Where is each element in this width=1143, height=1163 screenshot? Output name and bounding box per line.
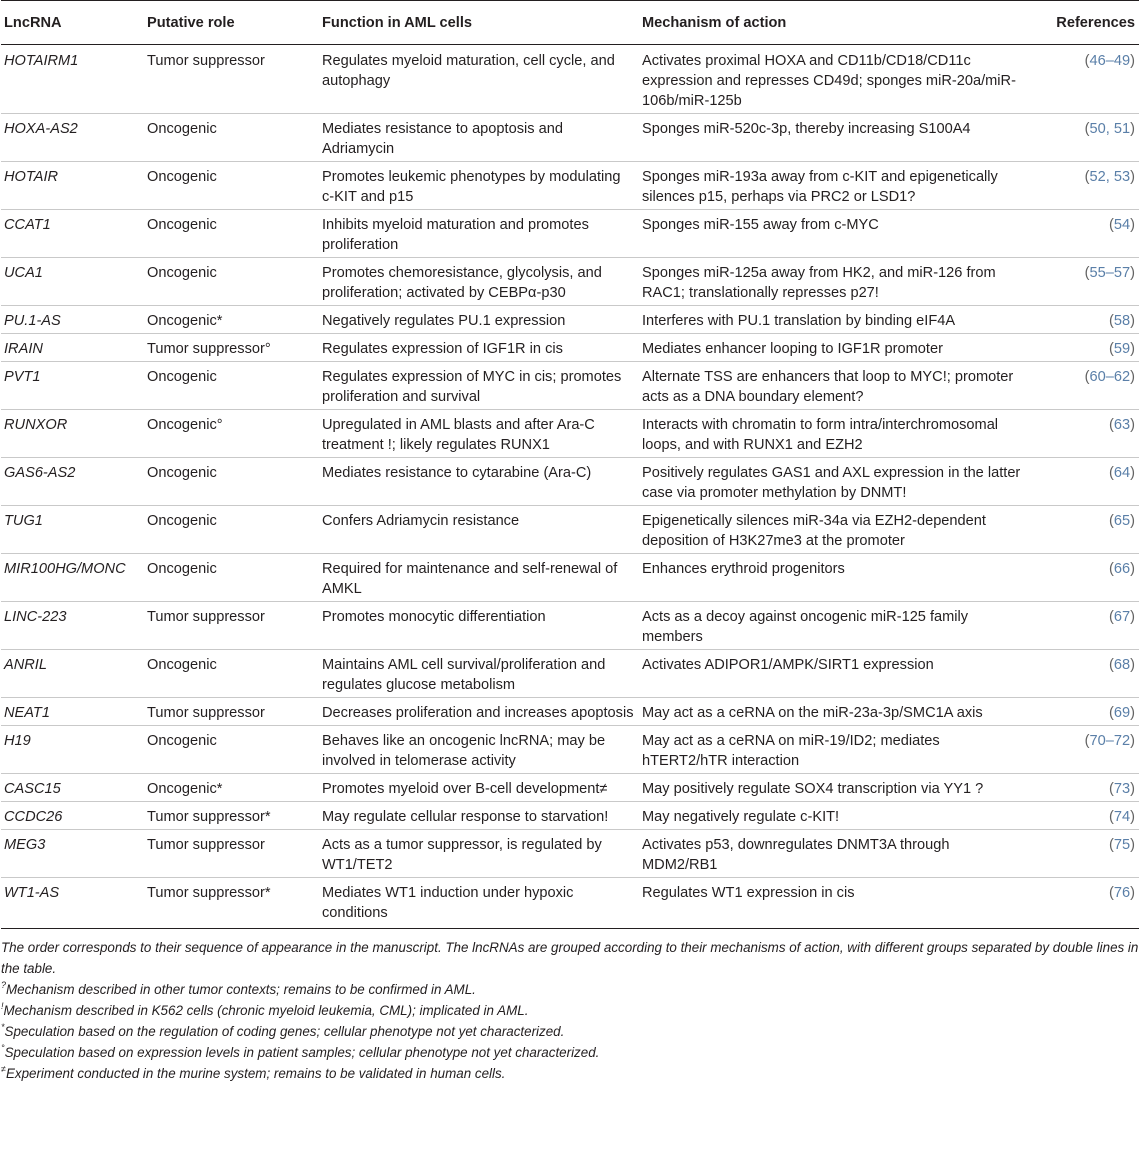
cell-lncrna: HOXA-AS2 [1, 114, 144, 162]
cell-lncrna: LINC-223 [1, 602, 144, 650]
cell-mechanism: Activates p53, downregulates DNMT3A through MDM2/RB1 [639, 830, 1024, 878]
table-row [1, 650, 1139, 698]
cell-mechanism: Mediates enhancer looping to IGF1R promoter [639, 334, 1024, 362]
cell-mechanism: May act as a ceRNA on miR-19/ID2; mediates hTERT2/hTR interaction [639, 726, 1024, 774]
cell-function: Acts as a tumor suppressor, is regulated by WT1/TET2 [319, 830, 639, 878]
cell-references: (76) [1024, 878, 1139, 929]
footnote-text: Speculation based on the regulation of coding genes; cellular phenotype not yet characterized. [4, 1024, 565, 1039]
cell-references: (66) [1024, 554, 1139, 602]
cell-lncrna: HOTAIRM1 [1, 45, 144, 114]
cell-putative-role: Oncogenic [144, 554, 319, 602]
footnote-text: Experiment conducted in the murine system; remains to be validated in human cells. [5, 1066, 506, 1081]
header-mechanism: Mechanism of action [639, 1, 1024, 45]
cell-references: (64) [1024, 458, 1139, 506]
cell-function: Behaves like an oncogenic lncRNA; may be involved in telomerase activity [319, 726, 639, 774]
footnote-mark: ≠ [1, 1064, 6, 1074]
cell-references: (52, 53) [1024, 162, 1139, 210]
cell-mechanism: May positively regulate SOX4 transcription via YY1 ? [639, 774, 1024, 802]
cell-lncrna: MIR100HG/MONC [1, 554, 144, 602]
cell-function: Promotes leukemic phenotypes by modulating c-KIT and p15 [319, 162, 639, 210]
reference-link[interactable]: 68 [1113, 657, 1131, 673]
table-row [1, 162, 1139, 210]
table-row [1, 334, 1139, 362]
cell-mechanism: Enhances erythroid progenitors [639, 554, 1024, 602]
reference-link[interactable]: 64 [1113, 465, 1131, 481]
footnote-item [1, 979, 1143, 1000]
cell-function: Promotes chemoresistance, glycolysis, and proliferation; activated by CEBPα-p30 [319, 258, 639, 306]
header-function: Function in AML cells [319, 1, 639, 45]
reference-link[interactable]: 54 [1113, 217, 1131, 233]
footnote-mark: ° [1, 1043, 5, 1053]
cell-mechanism: Alternate TSS are enhancers that loop to MYC!; promoter acts as a DNA boundary element? [639, 362, 1024, 410]
cell-function: Negatively regulates PU.1 expression [319, 306, 639, 334]
cell-lncrna: NEAT1 [1, 698, 144, 726]
cell-lncrna: RUNXOR [1, 410, 144, 458]
reference-link[interactable]: 67 [1113, 609, 1131, 625]
cell-lncrna: CASC15 [1, 774, 144, 802]
footnote-item [1, 1000, 1143, 1021]
table-row [1, 698, 1139, 726]
cell-references: (60–62) [1024, 362, 1139, 410]
table-row [1, 802, 1139, 830]
reference-link[interactable]: 52, 53 [1089, 169, 1131, 185]
cell-putative-role: Oncogenic [144, 210, 319, 258]
footnote-mark: ! [1, 1001, 4, 1011]
footnote-mark: ? [1, 980, 7, 990]
cell-function: Decreases proliferation and increases apoptosis [319, 698, 639, 726]
cell-function: Confers Adriamycin resistance [319, 506, 639, 554]
footnote-item [1, 1063, 1143, 1084]
header-references: References [1024, 1, 1139, 45]
cell-putative-role: Tumor suppressor [144, 830, 319, 878]
cell-lncrna: HOTAIR [1, 162, 144, 210]
reference-link[interactable]: 69 [1113, 705, 1131, 721]
cell-putative-role: Oncogenic [144, 258, 319, 306]
cell-function: Inhibits myeloid maturation and promotes proliferation [319, 210, 639, 258]
table-row [1, 506, 1139, 554]
cell-function: Regulates expression of MYC in cis; promotes proliferation and survival [319, 362, 639, 410]
table-row [1, 554, 1139, 602]
reference-link[interactable]: 75 [1113, 837, 1131, 853]
header-putative-role: Putative role [144, 1, 319, 45]
cell-mechanism: Sponges miR-125a away from HK2, and miR-126 from RAC1; translationally represses p27! [639, 258, 1024, 306]
cell-references: (70–72) [1024, 726, 1139, 774]
cell-putative-role: Oncogenic [144, 458, 319, 506]
reference-link[interactable]: 60–62 [1089, 369, 1131, 385]
cell-putative-role: Oncogenic* [144, 306, 319, 334]
cell-function: Mediates resistance to cytarabine (Ara-C) [319, 458, 639, 506]
table-row [1, 458, 1139, 506]
footnote-text: Speculation based on expression levels in patient samples; cellular phenotype not yet characterized. [4, 1045, 600, 1060]
table-row [1, 306, 1139, 334]
cell-references: (74) [1024, 802, 1139, 830]
cell-references: (59) [1024, 334, 1139, 362]
cell-putative-role: Oncogenic° [144, 410, 319, 458]
cell-lncrna: PVT1 [1, 362, 144, 410]
reference-link[interactable]: 50, 51 [1089, 121, 1131, 137]
reference-link[interactable]: 46–49 [1089, 53, 1131, 69]
table-row [1, 114, 1139, 162]
cell-references: (50, 51) [1024, 114, 1139, 162]
reference-link[interactable]: 59 [1113, 341, 1131, 357]
cell-putative-role: Tumor suppressor [144, 602, 319, 650]
cell-putative-role: Oncogenic [144, 362, 319, 410]
cell-references: (54) [1024, 210, 1139, 258]
cell-lncrna: H19 [1, 726, 144, 774]
table-row [1, 774, 1139, 802]
cell-mechanism: Regulates WT1 expression in cis [639, 878, 1024, 929]
footnote-item [1, 1042, 1143, 1063]
table-row [1, 45, 1139, 114]
cell-putative-role: Tumor suppressor* [144, 878, 319, 929]
cell-putative-role: Oncogenic [144, 114, 319, 162]
lncrna-table [1, 0, 1139, 929]
footnote-item [1, 1021, 1143, 1042]
cell-function: Regulates myeloid maturation, cell cycle, and autophagy [319, 45, 639, 114]
footnote-text: Mechanism described in other tumor contexts; remains to be confirmed in AML. [6, 982, 476, 997]
cell-function: Mediates WT1 induction under hypoxic conditions [319, 878, 639, 929]
cell-lncrna: TUG1 [1, 506, 144, 554]
reference-link[interactable]: 65 [1113, 513, 1131, 529]
cell-function: Regulates expression of IGF1R in cis [319, 334, 639, 362]
footnote-intro: The order corresponds to their sequence of appearance in the manuscript. The lncRNAs are grouped according to their mechanisms of action, with different groups separated by double lines in the table. [1, 940, 1139, 976]
table-row [1, 830, 1139, 878]
cell-mechanism: Sponges miR-155 away from c-MYC [639, 210, 1024, 258]
cell-mechanism: Interferes with PU.1 translation by binding eIF4A [639, 306, 1024, 334]
reference-link[interactable]: 70–72 [1089, 733, 1131, 749]
cell-putative-role: Tumor suppressor° [144, 334, 319, 362]
cell-mechanism: Activates proximal HOXA and CD11b/CD18/CD11c expression and represses CD49d; sponges miR-20a/miR-106b/miR-125b [639, 45, 1024, 114]
reference-link[interactable]: 76 [1113, 885, 1131, 901]
header-row [1, 1, 1139, 45]
cell-references: (63) [1024, 410, 1139, 458]
table-row [1, 602, 1139, 650]
cell-putative-role: Oncogenic [144, 506, 319, 554]
cell-lncrna: IRAIN [1, 334, 144, 362]
reference-link[interactable]: 63 [1113, 417, 1131, 433]
cell-mechanism: Positively regulates GAS1 and AXL expression in the latter case via promoter methylation by DNMT! [639, 458, 1024, 506]
cell-function: Promotes monocytic differentiation [319, 602, 639, 650]
cell-function: Upregulated in AML blasts and after Ara-C treatment !; likely regulates RUNX1 [319, 410, 639, 458]
table-row [1, 362, 1139, 410]
footnote-text: Mechanism described in K562 cells (chronic myeloid leukemia, CML); implicated in AML. [3, 1003, 529, 1018]
cell-putative-role: Tumor suppressor [144, 698, 319, 726]
cell-putative-role: Oncogenic* [144, 774, 319, 802]
cell-mechanism: Sponges miR-520c-3p, thereby increasing S100A4 [639, 114, 1024, 162]
footnote-list [1, 979, 1143, 1084]
cell-mechanism: Acts as a decoy against oncogenic miR-125 family members [639, 602, 1024, 650]
header-lncrna: LncRNA [1, 1, 144, 45]
cell-function: Maintains AML cell survival/proliferation and regulates glucose metabolism [319, 650, 639, 698]
table-row [1, 258, 1139, 306]
reference-link[interactable]: 74 [1113, 809, 1131, 825]
cell-mechanism: Interacts with chromatin to form intra/interchromosomal loops, and with RUNX1 and EZH2 [639, 410, 1024, 458]
cell-function: Promotes myeloid over B-cell development≠ [319, 774, 639, 802]
cell-references: (58) [1024, 306, 1139, 334]
table-row [1, 878, 1139, 929]
cell-putative-role: Tumor suppressor* [144, 802, 319, 830]
cell-references: (75) [1024, 830, 1139, 878]
cell-function: Required for maintenance and self-renewal of AMKL [319, 554, 639, 602]
table-row [1, 726, 1139, 774]
cell-references: (46–49) [1024, 45, 1139, 114]
cell-putative-role: Oncogenic [144, 726, 319, 774]
table-row [1, 210, 1139, 258]
cell-lncrna: CCDC26 [1, 802, 144, 830]
table-row [1, 410, 1139, 458]
footnote-mark: * [1, 1022, 5, 1032]
cell-references: (68) [1024, 650, 1139, 698]
reference-link[interactable]: 58 [1113, 313, 1131, 329]
cell-lncrna: MEG3 [1, 830, 144, 878]
cell-putative-role: Tumor suppressor [144, 45, 319, 114]
cell-lncrna: PU.1-AS [1, 306, 144, 334]
cell-putative-role: Oncogenic [144, 650, 319, 698]
reference-link[interactable]: 73 [1113, 781, 1131, 797]
cell-references: (73) [1024, 774, 1139, 802]
cell-mechanism: May negatively regulate c-KIT! [639, 802, 1024, 830]
cell-references: (69) [1024, 698, 1139, 726]
cell-references: (65) [1024, 506, 1139, 554]
cell-function: Mediates resistance to apoptosis and Adriamycin [319, 114, 639, 162]
cell-references: (55–57) [1024, 258, 1139, 306]
cell-lncrna: CCAT1 [1, 210, 144, 258]
cell-putative-role: Oncogenic [144, 162, 319, 210]
cell-mechanism: Sponges miR-193a away from c-KIT and epigenetically silences p15, perhaps via PRC2 or LSD1? [639, 162, 1024, 210]
reference-link[interactable]: 66 [1113, 561, 1131, 577]
cell-lncrna: WT1-AS [1, 878, 144, 929]
reference-link[interactable]: 55–57 [1089, 265, 1131, 281]
cell-lncrna: ANRIL [1, 650, 144, 698]
cell-lncrna: UCA1 [1, 258, 144, 306]
cell-lncrna: GAS6-AS2 [1, 458, 144, 506]
table-body [1, 45, 1139, 929]
cell-references: (67) [1024, 602, 1139, 650]
cell-mechanism: May act as a ceRNA on the miR-23a-3p/SMC1A axis [639, 698, 1024, 726]
cell-mechanism: Activates ADIPOR1/AMPK/SIRT1 expression [639, 650, 1024, 698]
table-footnotes [1, 937, 1143, 1084]
cell-mechanism: Epigenetically silences miR-34a via EZH2-dependent deposition of H3K27me3 at the promoter [639, 506, 1024, 554]
cell-function: May regulate cellular response to starvation! [319, 802, 639, 830]
